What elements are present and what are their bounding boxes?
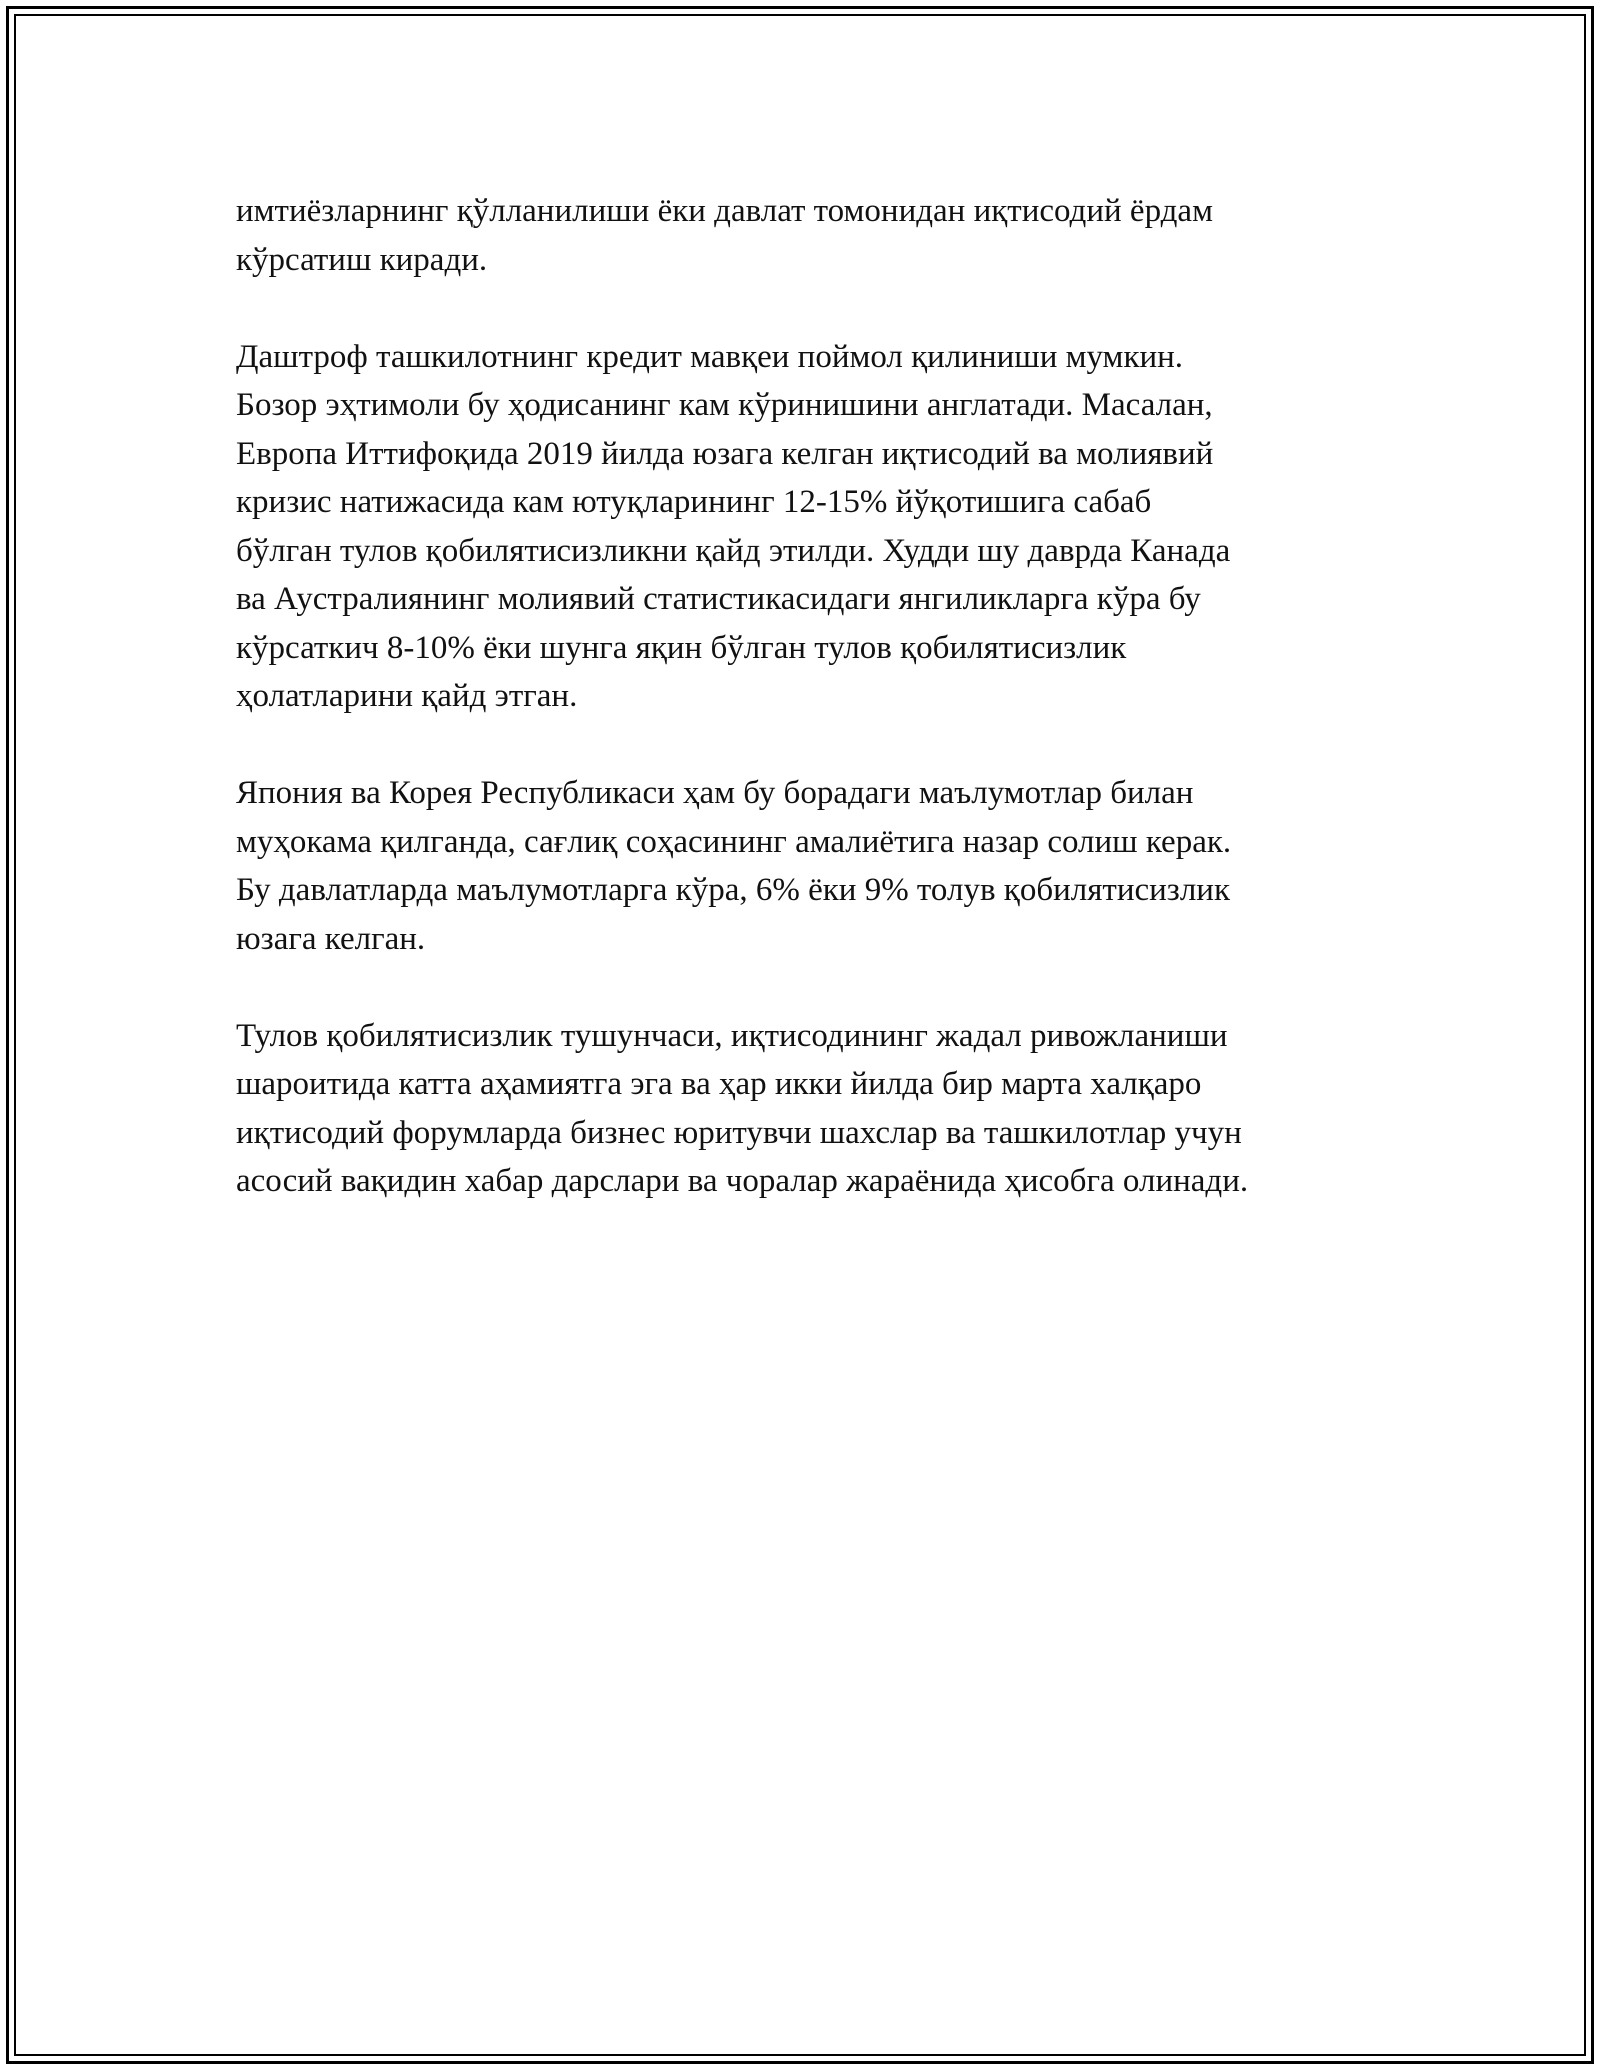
paragraph-3: Япония ва Корея Республикаси ҳам бу борадаги маълумотлар билан муҳокама қилганда, сағлиқ соҳасининг амалиётига назар солиш керак. Бу давлатларда маълумотларга кўра, 6% ёки 9% толув қобилятисизлик юзага келган.: [236, 775, 1232, 957]
paragraph-4: Тулов қобилятисизлик тушунчаси, иқтисодининг жадал ривожланиши шароитида катта аҳамиятга эга ва ҳар икки йилда бир марта халқаро иқтисодий форумларда бизнес юритувчи шахслар ва ташкилотлар учун асосий вақидин хабар дарслари ва чоралар жараёнида ҳисобга олинади.: [236, 1017, 1249, 1199]
paragraph-1: имтиёзларнинг қўлланилиши ёки давлат томонидан иқтисодий ёрдам кўрсатиш киради.: [236, 193, 1213, 278]
document-body: [236, 187, 1386, 1254]
paragraph-2: Даштроф ташкилотнинг кредит мавқеи поймол қилиниши мумкин. Бозор эҳтимоли бу ҳодисанинг кам кўринишини англатади. Масалан, Европа Иттифоқида 2019 йилда юзага келган иқтисодий ва молиявий кризис натижасида кам ютуқларининг 12-15% йўқотишига сабаб бўлган тулов қобилятисизликни қайд этилди. Худди шу даврда Канада ва Аустралиянинг молиявий статистикасидаги янгиликларга кўра бу кўрсаткич 8-10% ёки шунга яқин бўлган тулов қобилятисизлик ҳолатларини қайд этган.: [236, 338, 1231, 714]
